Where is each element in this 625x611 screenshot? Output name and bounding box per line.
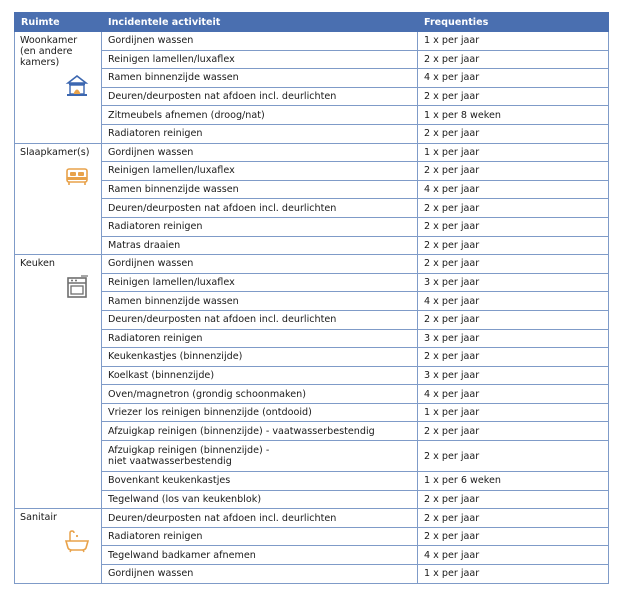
frequency-cell: 4 x per jaar <box>418 69 609 88</box>
activity-cell: Reinigen lamellen/luxaflex <box>102 273 418 292</box>
frequency-cell: 3 x per jaar <box>418 329 609 348</box>
table-row <box>15 32 609 51</box>
activity-cell: Radiatoren reinigen <box>102 527 418 546</box>
table-row <box>15 441 609 472</box>
activity-cell: Oven/magnetron (grondig schoonmaken) <box>102 385 418 404</box>
table-row <box>15 509 609 528</box>
table-row <box>15 236 609 255</box>
table-row <box>15 180 609 199</box>
frequency-cell: 2 x per jaar <box>418 255 609 274</box>
activity-cell: Radiatoren reinigen <box>102 124 418 143</box>
frequency-cell: 1 x per jaar <box>418 403 609 422</box>
table-row <box>15 143 609 162</box>
frequency-cell: 3 x per jaar <box>418 366 609 385</box>
activity-cell: Deuren/deurposten nat afdoen incl. deurlichten <box>102 199 418 218</box>
activity-cell: Deuren/deurposten nat afdoen incl. deurlichten <box>102 87 418 106</box>
table-row <box>15 217 609 236</box>
table-row <box>15 162 609 181</box>
room-cell <box>15 509 102 583</box>
room-cell <box>15 32 102 144</box>
room-cell <box>15 143 102 255</box>
activity-cell: Radiatoren reinigen <box>102 217 418 236</box>
activity-cell: Gordijnen wassen <box>102 565 418 584</box>
room-name: Woonkamer (en andere kamers) <box>20 35 78 68</box>
table-row <box>15 106 609 125</box>
activity-cell: Koelkast (binnenzijde) <box>102 366 418 385</box>
activity-cell: Gordijnen wassen <box>102 32 418 51</box>
table-row <box>15 255 609 274</box>
activity-cell: Ramen binnenzijde wassen <box>102 292 418 311</box>
frequency-cell: 2 x per jaar <box>418 509 609 528</box>
bed-icon <box>64 164 90 188</box>
header-activity: Incidentele activiteit <box>102 13 418 32</box>
frequency-cell: 1 x per 8 weken <box>418 106 609 125</box>
table-row <box>15 329 609 348</box>
table-row <box>15 366 609 385</box>
frequency-cell: 1 x per jaar <box>418 32 609 51</box>
room-cell <box>15 255 102 509</box>
frequency-cell: 1 x per jaar <box>418 143 609 162</box>
activity-cell: Bovenkant keukenkastjes <box>102 472 418 491</box>
table-row <box>15 50 609 69</box>
table-row <box>15 385 609 404</box>
table-row <box>15 403 609 422</box>
table-row <box>15 199 609 218</box>
activity-cell: Reinigen lamellen/luxaflex <box>102 162 418 181</box>
table-row <box>15 490 609 509</box>
table-row <box>15 472 609 491</box>
activity-cell: Afzuigkap reinigen (binnenzijde) - vaatwasserbestendig <box>102 422 418 441</box>
frequency-cell: 4 x per jaar <box>418 546 609 565</box>
bathtub-icon <box>64 529 90 553</box>
activity-cell: Radiatoren reinigen <box>102 329 418 348</box>
activity-cell: Afzuigkap reinigen (binnenzijde) - niet vaatwasserbestendig <box>102 441 418 472</box>
frequency-cell: 2 x per jaar <box>418 490 609 509</box>
table-row <box>15 422 609 441</box>
room-name: Sanitair <box>20 512 57 524</box>
cleaning-schedule-table <box>14 12 609 584</box>
table-header-row <box>15 13 609 32</box>
table-row <box>15 546 609 565</box>
frequency-cell: 3 x per jaar <box>418 273 609 292</box>
table-row <box>15 348 609 367</box>
activity-cell: Matras draaien <box>102 236 418 255</box>
frequency-cell: 2 x per jaar <box>418 310 609 329</box>
activity-cell: Zitmeubels afnemen (droog/nat) <box>102 106 418 125</box>
table-row <box>15 124 609 143</box>
frequency-cell: 2 x per jaar <box>418 422 609 441</box>
table-row <box>15 273 609 292</box>
table-body <box>15 32 609 584</box>
stove-icon <box>64 275 90 299</box>
table-row <box>15 87 609 106</box>
header-room: Ruimte <box>15 13 102 32</box>
room-name: Slaapkamer(s) <box>20 146 90 158</box>
table-row <box>15 69 609 88</box>
living-room-icon <box>64 74 90 98</box>
activity-cell: Tegelwand badkamer afnemen <box>102 546 418 565</box>
frequency-cell: 1 x per jaar <box>418 565 609 584</box>
table-row <box>15 292 609 311</box>
frequency-cell: 2 x per jaar <box>418 162 609 181</box>
frequency-cell: 2 x per jaar <box>418 87 609 106</box>
frequency-cell: 4 x per jaar <box>418 385 609 404</box>
frequency-cell: 2 x per jaar <box>418 236 609 255</box>
activity-cell: Tegelwand (los van keukenblok) <box>102 490 418 509</box>
table-row <box>15 527 609 546</box>
frequency-cell: 2 x per jaar <box>418 50 609 69</box>
room-name: Keuken <box>20 258 55 270</box>
frequency-cell: 1 x per 6 weken <box>418 472 609 491</box>
activity-cell: Ramen binnenzijde wassen <box>102 180 418 199</box>
frequency-cell: 4 x per jaar <box>418 180 609 199</box>
frequency-cell: 2 x per jaar <box>418 348 609 367</box>
activity-cell: Keukenkastjes (binnenzijde) <box>102 348 418 367</box>
header-frequency: Frequenties <box>418 13 609 32</box>
activity-cell: Vriezer los reinigen binnenzijde (ontdooid) <box>102 403 418 422</box>
frequency-cell: 2 x per jaar <box>418 217 609 236</box>
frequency-cell: 2 x per jaar <box>418 199 609 218</box>
table-row <box>15 565 609 584</box>
activity-cell: Gordijnen wassen <box>102 143 418 162</box>
activity-cell: Gordijnen wassen <box>102 255 418 274</box>
schedule-table-container <box>14 12 608 584</box>
activity-cell: Reinigen lamellen/luxaflex <box>102 50 418 69</box>
activity-cell: Deuren/deurposten nat afdoen incl. deurlichten <box>102 310 418 329</box>
activity-cell: Ramen binnenzijde wassen <box>102 69 418 88</box>
frequency-cell: 2 x per jaar <box>418 441 609 472</box>
table-row <box>15 310 609 329</box>
frequency-cell: 2 x per jaar <box>418 527 609 546</box>
activity-cell: Deuren/deurposten nat afdoen incl. deurlichten <box>102 509 418 528</box>
frequency-cell: 4 x per jaar <box>418 292 609 311</box>
frequency-cell: 2 x per jaar <box>418 124 609 143</box>
